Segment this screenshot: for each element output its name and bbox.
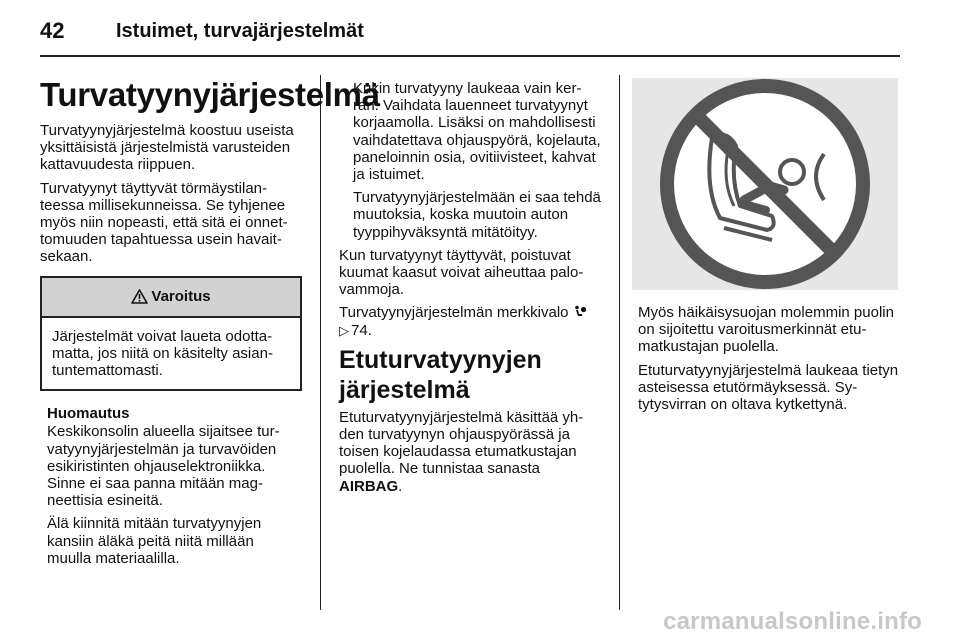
deploy-once-paragraph: Kukin turvatyyny laukeaa vain kerran. Vaihdata lauenneet turvatyynyt korjaamolla. Lisäksi on mahdollisesti vaihdatettava ohjauspyörä, kojelauta, paneloinnin osia, ovitiivisteet, kahvat ja istuimet. xyxy=(353,80,601,184)
note-paragraph-1: Keskikonsolin alueella sijaitsee turvatyynyjärjestelmän ja turvavöiden esikiristinten ohjauselektroniikka. Sinne ei saa panna mitään magneettisia esineitä. xyxy=(47,423,280,510)
page-title: Turvatyynyjärjestelmä xyxy=(40,76,380,113)
sun-visor-paragraph: Myös häikäisysuojan molemmin puolin on sijoitettu varoitusmerkinnät etumatkustajan puolella. xyxy=(638,304,894,356)
deployment-paragraph: Etuturvatyynyjärjestelmä laukeaa tietyn asteisessa etutörmäyksessä. Sytytysvirran on oltava kytkettynä. xyxy=(638,361,899,414)
front-airbag-text: Etuturvatyynyjärjestelmä käsittää yhden turvatyynyn ohjauspyörässä ja toisen kojelaudassa etumatkustajan puolella. Ne tunnistaa sanasta xyxy=(339,408,584,478)
column-divider-1 xyxy=(320,75,321,610)
warning-text: Järjestelmät voivat laueta odottamatta, jos niitä on käsitelty asiantuntemattomasti. xyxy=(52,327,273,380)
warning-triangle-icon xyxy=(131,289,148,304)
indicator-paragraph xyxy=(339,304,602,338)
airbag-keyword: AIRBAG xyxy=(339,477,399,495)
note-title: Huomautus xyxy=(47,405,130,423)
header-rule xyxy=(40,55,900,57)
airbag-warning-pictogram xyxy=(632,78,898,290)
hot-gas-paragraph: Kun turvatyynyt täyttyvät, poistuvat kuumat kaasut voivat aiheuttaa palovammoja. xyxy=(339,246,584,299)
note-block xyxy=(40,405,302,567)
front-airbag-heading: Etuturvatyynyjen järjestelmä xyxy=(339,345,542,404)
note-paragraph-2: Älä kiinnitä mitään turvatyynyjen kansiin äläkä peitä niitä millään muulla materiaalilla. xyxy=(47,515,262,567)
front-airbag-paragraph xyxy=(339,409,602,495)
watermark: carmanualsonline.info xyxy=(663,608,922,635)
column-3 xyxy=(638,304,900,419)
column-divider-2 xyxy=(619,75,620,610)
modification-paragraph: Turvatyynyjärjestelmään ei saa tehdä muutoksia, koska muutoin auton tyyppihyväksyntä mitätöityy. xyxy=(353,189,601,241)
intro-paragraph: Turvatyynyjärjestelmä koostuu useista yksittäisistä järjestelmistä varusteiden kattavuudesta riippuen. xyxy=(40,122,294,174)
warning-header xyxy=(42,278,300,318)
sentence-end: . xyxy=(398,477,403,495)
warning-title: Varoitus xyxy=(151,288,211,306)
inflation-paragraph: Turvatyynyt täyttyvät törmäystilanteessa millisekunneissa. Se tyhjenee myös niin nopeasti, että sitä ei onnettomuuden tapahtuessa usein havaitsekaan. xyxy=(40,179,288,266)
indicator-page-ref[interactable]: 74. xyxy=(351,321,372,339)
column-2 xyxy=(339,80,602,501)
airbag-warning-icon xyxy=(573,305,587,319)
page-reference-icon: ▷ xyxy=(339,322,349,338)
indented-block xyxy=(339,80,602,241)
section-title: Istuimet, turvajärjestelmät xyxy=(116,19,364,42)
page-number: 42 xyxy=(40,18,65,43)
no-child-seat-airbag-warning-icon xyxy=(632,78,898,290)
indicator-text: Turvatyynyjärjestelmän merkkivalo xyxy=(339,304,569,322)
page-header xyxy=(40,14,364,48)
warning-box xyxy=(40,276,302,392)
